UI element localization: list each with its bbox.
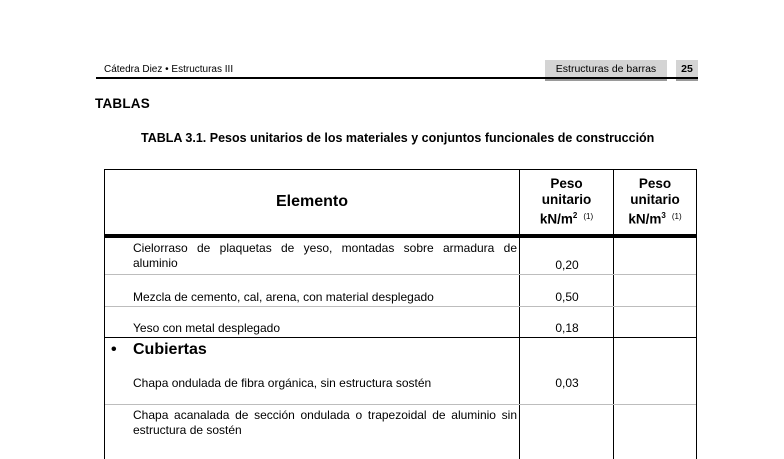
section-heading: TABLAS xyxy=(95,96,150,111)
weights-table: Elemento Peso unitario $kN/m^2$ $^{(1)}$ Peso unitario $kN/m^3$ $^{(1)}$ Cielorraso de plaquetas de yeso, montadas sobre armadura de aluminio 0,20 Mezcla de cemento, cal, arena, con material desplegado 0,50 Yeso con metal desplegado 0,18 • Cubiertas Chapa ondulada de fibra orgánica, sin estructura sostén 0,03 Chapa acanalada de sección ondulada o trapezoidal de aluminio sin estructura de sostén xyxy=(104,169,697,459)
page-header-section: Estructuras de barras xyxy=(545,60,667,81)
row-divider xyxy=(105,274,696,275)
category-label: Cubiertas xyxy=(133,341,207,358)
table-caption: TABLA 3.1. Pesos unitarios de los materiales y conjuntos funcionales de construcción xyxy=(141,131,655,145)
bullet: • xyxy=(111,341,117,358)
row-divider xyxy=(105,306,696,307)
page-number: 25 xyxy=(676,60,698,81)
header-peso-m2: Peso unitario $kN/m^2$ $^{(1)}$ xyxy=(520,170,614,234)
page-header-left: Cátedra Diez • Estructuras III xyxy=(104,64,234,75)
header-rule xyxy=(96,77,698,79)
row-divider xyxy=(105,337,696,338)
category-row xyxy=(111,341,207,359)
header-peso-m3: Peso unitario $kN/m^3$ $^{(1)}$ xyxy=(628,176,682,227)
row-divider xyxy=(105,404,696,405)
header-element: Elemento xyxy=(105,170,520,234)
header-thick-rule xyxy=(105,234,696,238)
